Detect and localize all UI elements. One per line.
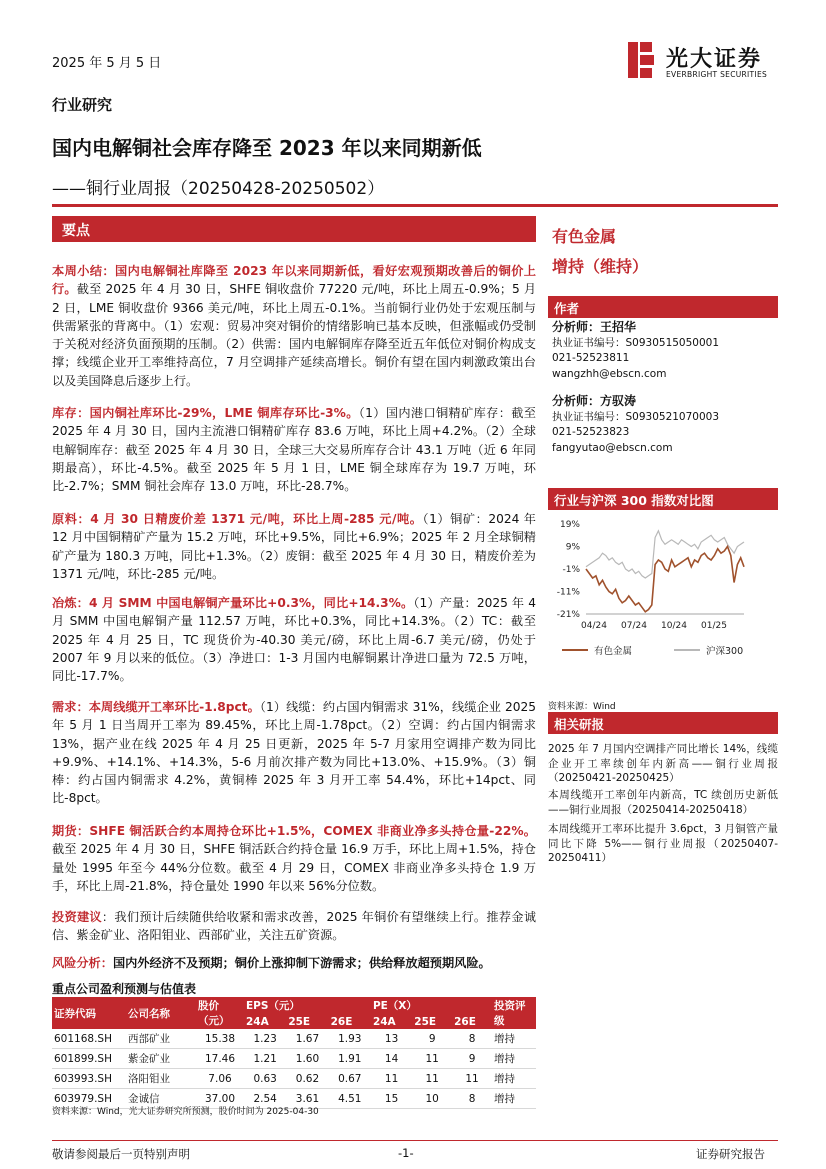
y-tick-label: 19%: [559, 520, 580, 530]
table-cell: 增持: [492, 1049, 536, 1069]
keypoints-header: 要点: [52, 216, 536, 242]
col-company: 公司名称: [126, 997, 196, 1029]
table-cell: 增持: [492, 1089, 536, 1109]
table-cell: 0.62: [286, 1069, 328, 1089]
analyst-block-1: [552, 320, 719, 382]
investment-text: ：我们预计后续随供给收紧和需求改善，2025 年铜价有望继续上行。推荐金诚信、紫金矿业、洛阳钼业、西部矿业，关注五矿资源。: [52, 910, 537, 943]
summary-paragraph: [52, 262, 536, 390]
analyst-block-2: [552, 394, 719, 456]
legend-label: 有色金属: [594, 646, 633, 657]
inventory-text: （1）国内港口铜精矿库存：截至 2025 年 4 月 30 日，国内主流港口铜精矿库存 83.6 万吨，环比上周+4.2%。（2）全球电解铜库存：截至 2025 年 4 月 30 日，全球三大交易所库存合计 43.1 万吨（近 6 年同期最高），环比-4.5%。截至 2025 年 5 月 1 日，LME 铜全球库存为 19.7 万吨，环比-2.7%；SMM 铜社会库存 13.0 万吨，环比-28.7%。: [52, 406, 536, 494]
series-line: [586, 547, 744, 612]
summary-text: 截至 2025 年 4 月 30 日，SHFE 铜收盘价 77220 元/吨，环比上周五-0.9%；5 月 2 日，LME 铜收盘价 9366 美元/吨，环比上周五-0.1%。当前铜行业仍处于宏观压制与供需紧张的背离中。（1）宏观：贸易冲突对铜价的情绪影响已基本反映，但涨幅或仍受制于关税对经济负面预期的压制。（2）供需：国内电解铜库存降至近五年低位对铜价构成支撑；线缆企业开工率维持高位，7 月空调排产延续高增长。铜价有望在国内刺激政策出台以及美国降息后逐步上行。: [52, 282, 537, 388]
table-cell: 0.67: [329, 1069, 371, 1089]
demand-paragraph: [52, 698, 536, 808]
table-cell: 601168.SH: [52, 1029, 126, 1049]
related-research-header: 相关研报: [548, 712, 778, 734]
table-cell: 17.46: [196, 1049, 244, 1069]
table-cell: 603993.SH: [52, 1069, 126, 1089]
authors-header: 作者: [548, 296, 778, 318]
table-cell: 9: [452, 1049, 492, 1069]
brand-name-cn: 光大证券: [666, 47, 763, 72]
report-date: 2025 年 5 月 5 日: [52, 56, 162, 71]
table-cell: 7.06: [196, 1069, 244, 1089]
table-row: [52, 1049, 536, 1069]
table-cell: 西部矿业: [126, 1029, 196, 1049]
table-cell: 11: [412, 1049, 452, 1069]
brand-logo: [626, 40, 786, 86]
analyst-email[interactable]: fangyutao@ebscn.com: [552, 441, 673, 454]
year-header: 26E: [329, 1015, 371, 1029]
performance-chart: [548, 514, 778, 664]
table-cell: 1.23: [244, 1029, 286, 1049]
legend-label: 沪深300: [706, 646, 744, 657]
year-header: 26E: [452, 1015, 492, 1029]
futures-paragraph: [52, 822, 536, 895]
analyst-name: 分析师：王招华: [552, 320, 637, 334]
report-title: 国内电解铜社会库存降至 2023 年以来同期新低: [52, 136, 482, 160]
table-cell: 9: [412, 1029, 452, 1049]
table-cell: 601899.SH: [52, 1049, 126, 1069]
y-tick-label: -21%: [556, 610, 580, 620]
col-pe: PE（X）: [371, 997, 492, 1015]
col-eps: EPS（元）: [244, 997, 371, 1015]
year-header: 25E: [412, 1015, 452, 1029]
table-cell: 11: [412, 1069, 452, 1089]
research-item[interactable]: 本周线缆开工率创年内新高，TC 续创历史新低——铜行业周报（20250414-20250418）: [548, 789, 778, 816]
table-cell: 2.54: [244, 1089, 286, 1109]
table-cell: 金诚信: [126, 1089, 196, 1109]
series-line: [586, 531, 744, 578]
sector-name: 有色金属: [552, 227, 617, 246]
col-price: 股价（元）: [196, 997, 244, 1029]
smelting-text: （1）产量：2025 年 4 月 SMM 中国电解铜产量 112.57 万吨，环比+0.3%，同比+14.3%。（2）TC：截至 2025 年 4 月 25 日，TC 现货价为-40.30 美元/磅，环比上周-6.7 美元/磅，仍处于 2007 年 9 月以来的低位。（3）净进口：1-3 月国内电解铜累计净进口量为 72.5 万吨，同比-17.7%。: [52, 596, 536, 684]
y-tick-label: 9%: [565, 542, 580, 553]
demand-lead: 需求：本周线缆开工率环比-1.8pct。: [52, 700, 260, 714]
y-tick-label: -1%: [562, 565, 580, 575]
risk-paragraph: [52, 954, 536, 972]
sector-rating: 增持（维持）: [552, 257, 649, 276]
inventory-paragraph: [52, 404, 536, 495]
table-cell: 增持: [492, 1069, 536, 1089]
futures-text: 截至 2025 年 4 月 30 日，SHFE 铜活跃合约持仓量 16.9 万手，环比上周+1.5%，持仓量处 1995 年至今 44%分位数。截至 4 月 29 日，COMEX 非商业净多头持仓 1.9 万手，环比上周-21.8%，持仓量处 1990 年以来 56%分位数。: [52, 842, 536, 893]
table-source: 资料来源：Wind，光大证券研究所预测，股价时间为 2025-04-30: [52, 1107, 319, 1117]
analyst-name: 分析师：方驭涛: [552, 394, 637, 408]
table-cell: 0.63: [244, 1069, 286, 1089]
year-header: 24A: [371, 1015, 412, 1029]
inventory-lead: 库存：国内铜社库环比-29%，LME 铜库存环比-3%。: [52, 406, 359, 420]
table-cell: 15.38: [196, 1029, 244, 1049]
footer-disclaimer: 敬请参阅最后一页特别声明: [52, 1147, 190, 1161]
demand-text: （1）线缆：约占国内铜需求 31%，线缆企业 2025 年 5 月 1 日当周开工率为 89.45%，环比上周-1.78pct。（2）空调：约占国内铜需求 13%，据产业在线 2025 年 4 月 25 日更新，2025 年 5-7 月家用空调排产数为同比+9.9%、+14.1%、+14.3%，5-6 月前次排产数为同比+13.0%、+15.9%。（3）铜棒：约占国内铜需求 4.2%，黄铜棒 2025 年 3 月开工率 54.4%，环比+14pct、同比-8pct。: [52, 700, 536, 806]
chart-header: 行业与沪深 300 指数对比图: [548, 488, 778, 510]
x-tick-label: 04/24: [581, 621, 607, 631]
table-cell: 13: [371, 1029, 412, 1049]
table-cell: 紫金矿业: [126, 1049, 196, 1069]
futures-lead: 期货：SHFE 铜活跃合约本周持仓环比+1.5%，COMEX 非商业净多头持仓量-22%。: [52, 824, 536, 838]
brand-name-en: EVERBRIGHT SECURITIES: [666, 70, 768, 79]
analyst-phone: 021-52523823: [552, 426, 630, 438]
table-cell: 洛阳钼业: [126, 1069, 196, 1089]
table-cell: 10: [412, 1089, 452, 1109]
footer-report-type: 证券研究报告: [696, 1147, 765, 1161]
table-cell: 3.61: [286, 1089, 328, 1109]
raw-material-lead: 原料：4 月 30 日精废价差 1371 元/吨，环比上周-285 元/吨。: [52, 512, 423, 526]
report-category: 行业研究: [52, 96, 113, 114]
analyst-email[interactable]: wangzhh@ebscn.com: [552, 367, 667, 380]
table-cell: 1.93: [329, 1029, 371, 1049]
report-subtitle: ——铜行业周报（20250428-20250502）: [52, 179, 385, 199]
raw-material-text: （1）铜矿：2024 年 12 月中国铜精矿产量为 15.2 万吨，环比+9.5%，同比+6.9%；2025 年 2 月全球铜精矿产量为 180.3 万吨，同比+1.3%。（2）废铜：截至 2025 年 4 月 30 日，精废价差为 1371 元/吨，环比-285 元/吨。: [52, 512, 536, 581]
col-code: 证券代码: [52, 997, 126, 1029]
table-cell: 15: [371, 1089, 412, 1109]
analyst-cert: 执业证书编号：S0930521070003: [552, 410, 720, 423]
brand-mark-icon: [626, 40, 656, 80]
x-tick-label: 10/24: [661, 621, 687, 631]
table-cell: 8: [452, 1029, 492, 1049]
table-cell: 603979.SH: [52, 1089, 126, 1109]
x-tick-label: 07/24: [621, 621, 647, 631]
smelting-lead: 冶炼：4 月 SMM 中国电解铜产量环比+0.3%，同比+14.3%。: [52, 596, 414, 610]
table-cell: 增持: [492, 1029, 536, 1049]
estimates-table: [52, 997, 536, 1109]
table-cell: 1.67: [286, 1029, 328, 1049]
y-tick-label: -11%: [556, 587, 580, 598]
table-cell: 1.91: [329, 1049, 371, 1069]
footer-divider: [52, 1140, 778, 1141]
risk-lead: 风险分析：: [52, 956, 113, 970]
analyst-cert: 执业证书编号：S0930515050001: [552, 336, 720, 349]
investment-lead: 投资建议: [52, 910, 102, 924]
smelting-paragraph: [52, 594, 536, 685]
table-cell: 8: [452, 1089, 492, 1109]
table-cell: 4.51: [329, 1089, 371, 1109]
x-tick-label: 01/25: [701, 621, 727, 631]
raw-material-paragraph: [52, 510, 536, 583]
header-divider: [52, 204, 778, 207]
research-item[interactable]: 2025 年 7 月国内空调排产同比增长 14%，线缆企业开工率续创年内新高——铜行业周报（20250421-20250425）: [548, 743, 778, 784]
table-cell: 1.21: [244, 1049, 286, 1069]
summary-lead: 本周小结：国内电解铜社库降至 2023 年以来同期新低，看好宏观预期改善后的铜价上行。: [52, 264, 536, 297]
research-item[interactable]: 本周线缆开工率环比提升 3.6pct，3 月铜管产量同比下降 5%——铜行业周报（20250407-20250411）: [548, 823, 778, 864]
risk-text: 国内外经济不及预期；铜价上涨抑制下游需求；供给释放超预期风险。: [112, 956, 491, 970]
investment-paragraph: [52, 908, 536, 945]
table-title: 重点公司盈利预测与估值表: [52, 982, 197, 996]
table-cell: 14: [371, 1049, 412, 1069]
table-row: [52, 1069, 536, 1089]
page-number: -1-: [398, 1146, 414, 1160]
table-cell: 11: [371, 1069, 412, 1089]
chart-source: 资料来源：Wind: [548, 702, 616, 712]
table-cell: 37.00: [196, 1089, 244, 1109]
table-row: [52, 1029, 536, 1049]
year-header: 25E: [286, 1015, 328, 1029]
year-header: 24A: [244, 1015, 286, 1029]
table-cell: 1.60: [286, 1049, 328, 1069]
table-cell: 11: [452, 1069, 492, 1089]
col-rating: 投资评级: [492, 997, 536, 1029]
analyst-phone: 021-52523811: [552, 352, 630, 364]
